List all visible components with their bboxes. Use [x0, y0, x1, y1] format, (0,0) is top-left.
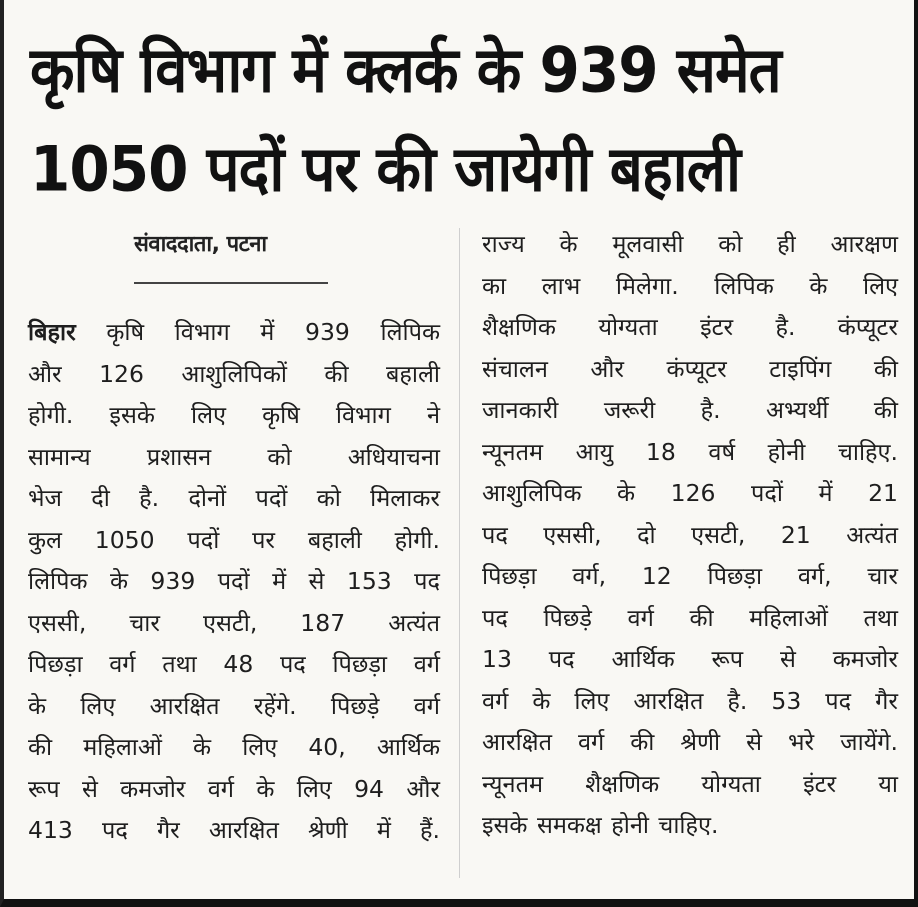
headline-line-1: कृषि विभाग में क्लर्क के 939 समेत	[30, 32, 781, 107]
dateline-lead: बिहार	[28, 318, 76, 346]
column-line: 13 पद आर्थिक रूप से कमजोर	[482, 645, 898, 673]
column-line: होगी. इसके लिए कृषि विभाग ने	[28, 401, 440, 429]
column-line: शैक्षणिक योग्यता इंटर है. कंप्यूटर	[482, 313, 898, 341]
column-line: न्यूनतम शैक्षणिक योग्यता इंटर या	[482, 769, 898, 798]
column-line: पिछड़ा वर्ग तथा 48 पद पिछड़ा वर्ग	[28, 650, 440, 678]
column-line: पद पिछड़े वर्ग की महिलाओं तथा	[482, 603, 898, 632]
column-line: वर्ग के लिए आरक्षित है. 53 पद गैर	[482, 686, 898, 715]
column-line: बिहार कृषि विभाग में 939 लिपिक	[28, 318, 440, 346]
column-line: पिछड़ा वर्ग, 12 पिछड़ा वर्ग, चार	[482, 562, 898, 590]
byline-rule	[134, 282, 328, 284]
column-line: पद एससी, दो एसटी, 21 अत्यंत	[482, 520, 898, 549]
column-line: 413 पद गैर आरक्षित श्रेणी में हैं.	[28, 816, 440, 844]
article-column-right	[482, 224, 898, 847]
column-line: की महिलाओं के लिए 40, आर्थिक	[28, 733, 440, 761]
column-line: संचालन और कंप्यूटर टाइपिंग की	[482, 354, 898, 383]
column-line: राज्य के मूलवासी को ही आरक्षण	[482, 230, 898, 258]
byline: संवाददाता, पटना	[134, 232, 267, 257]
column-line: इसके समकक्ष होनी चाहिए.	[482, 811, 719, 839]
column-line: रूप से कमजोर वर्ग के लिए 94 और	[28, 774, 440, 803]
column-divider	[459, 228, 460, 878]
column-line: लिपिक के 939 पदों में से 153 पद	[28, 567, 440, 595]
column-line: कुल 1050 पदों पर बहाली होगी.	[28, 525, 440, 554]
column-line: का लाभ मिलेगा. लिपिक के लिए	[482, 271, 898, 300]
article-column-left	[28, 312, 440, 852]
column-line: आशुलिपिक के 126 पदों में 21	[482, 479, 898, 507]
headline-line-2: 1050 पदों पर की जायेगी बहाली	[30, 132, 741, 206]
column-line: न्यूनतम आयु 18 वर्ष होनी चाहिए.	[482, 437, 898, 466]
column-line: एससी, चार एसटी, 187 अत्यंत	[28, 608, 440, 637]
headline	[30, 20, 900, 219]
column-line: आरक्षित वर्ग की श्रेणी से भरे जायेंगे.	[482, 728, 898, 756]
column-line: भेज दी है. दोनों पदों को मिलाकर	[28, 484, 440, 512]
column-line: सामान्य प्रशासन को अधियाचना	[28, 442, 440, 471]
column-line: जानकारी जरूरी है. अभ्यर्थी की	[482, 396, 898, 424]
column-line: के लिए आरक्षित रहेंगे. पिछड़े वर्ग	[28, 691, 440, 720]
column-line: और 126 आशुलिपिकों की बहाली	[28, 359, 440, 388]
